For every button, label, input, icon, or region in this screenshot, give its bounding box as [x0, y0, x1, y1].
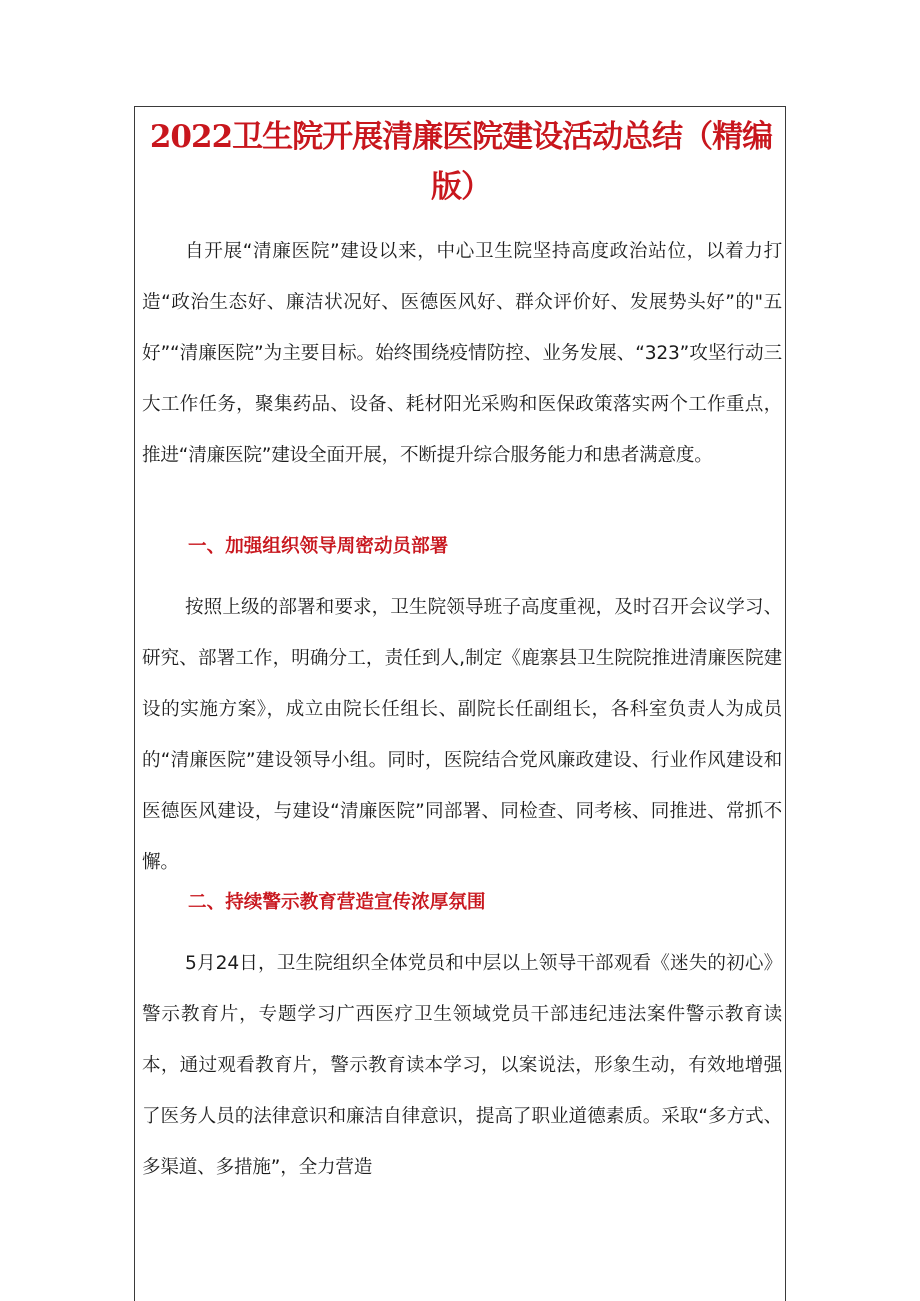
section-1-paragraph: 按照上级的部署和要求，卫生院领导班子高度重视，及时召开会议学习、研究、部署工作，明确分工，责任到人,制定《鹿寨县卫生院院推进清廉医院建设的实施方案》，成立由院长任组长、副院长任副组长，各科室负责人为成员的“清廉医院”建设领导小组。同时，医院结合党风廉政建设、行业作风建设和医德医风建设，与建设“清廉医院”同部署、同检查、同考核、同推进、常抓不懈。 [142, 597, 782, 873]
section-2-paragraph: 5月24日，卫生院组织全体党员和中层以上领导干部观看《迷失的初心》警示教育片，专题学习广西医疗卫生领域党员干部违纪违法案件警示教育读本，通过观看教育片，警示教育读本学习，以案说法，形象生动，有效地增强了医务人员的法律意识和廉洁自律意识，提高了职业道德素质。采取“多方式、多渠道、多措施”，全力营造 [142, 953, 782, 1178]
section-heading-2: 二、持续警示教育营造宣传浓厚氛围 [188, 892, 486, 913]
intro-paragraph: 自开展“清廉医院”建设以来，中心卫生院坚持高度政治站位，以着力打造“政治生态好、廉洁状况好、医德医风好、群众评价好、发展势头好”的"五好”“清廉医院”为主要目标。始终围绕疫情防控、业务发展、“323”攻坚行动三大工作任务，聚集药品、设备、耗材阳光采购和医保政策落实两个工作重点，推进“清廉医院”建设全面开展，不断提升综合服务能力和患者满意度。 [142, 241, 782, 466]
section-heading-1: 一、加强组织领导周密动员部署 [188, 536, 449, 557]
document-title: 2022卫生院开展清廉医院建设活动总结（精编版） [149, 119, 773, 205]
